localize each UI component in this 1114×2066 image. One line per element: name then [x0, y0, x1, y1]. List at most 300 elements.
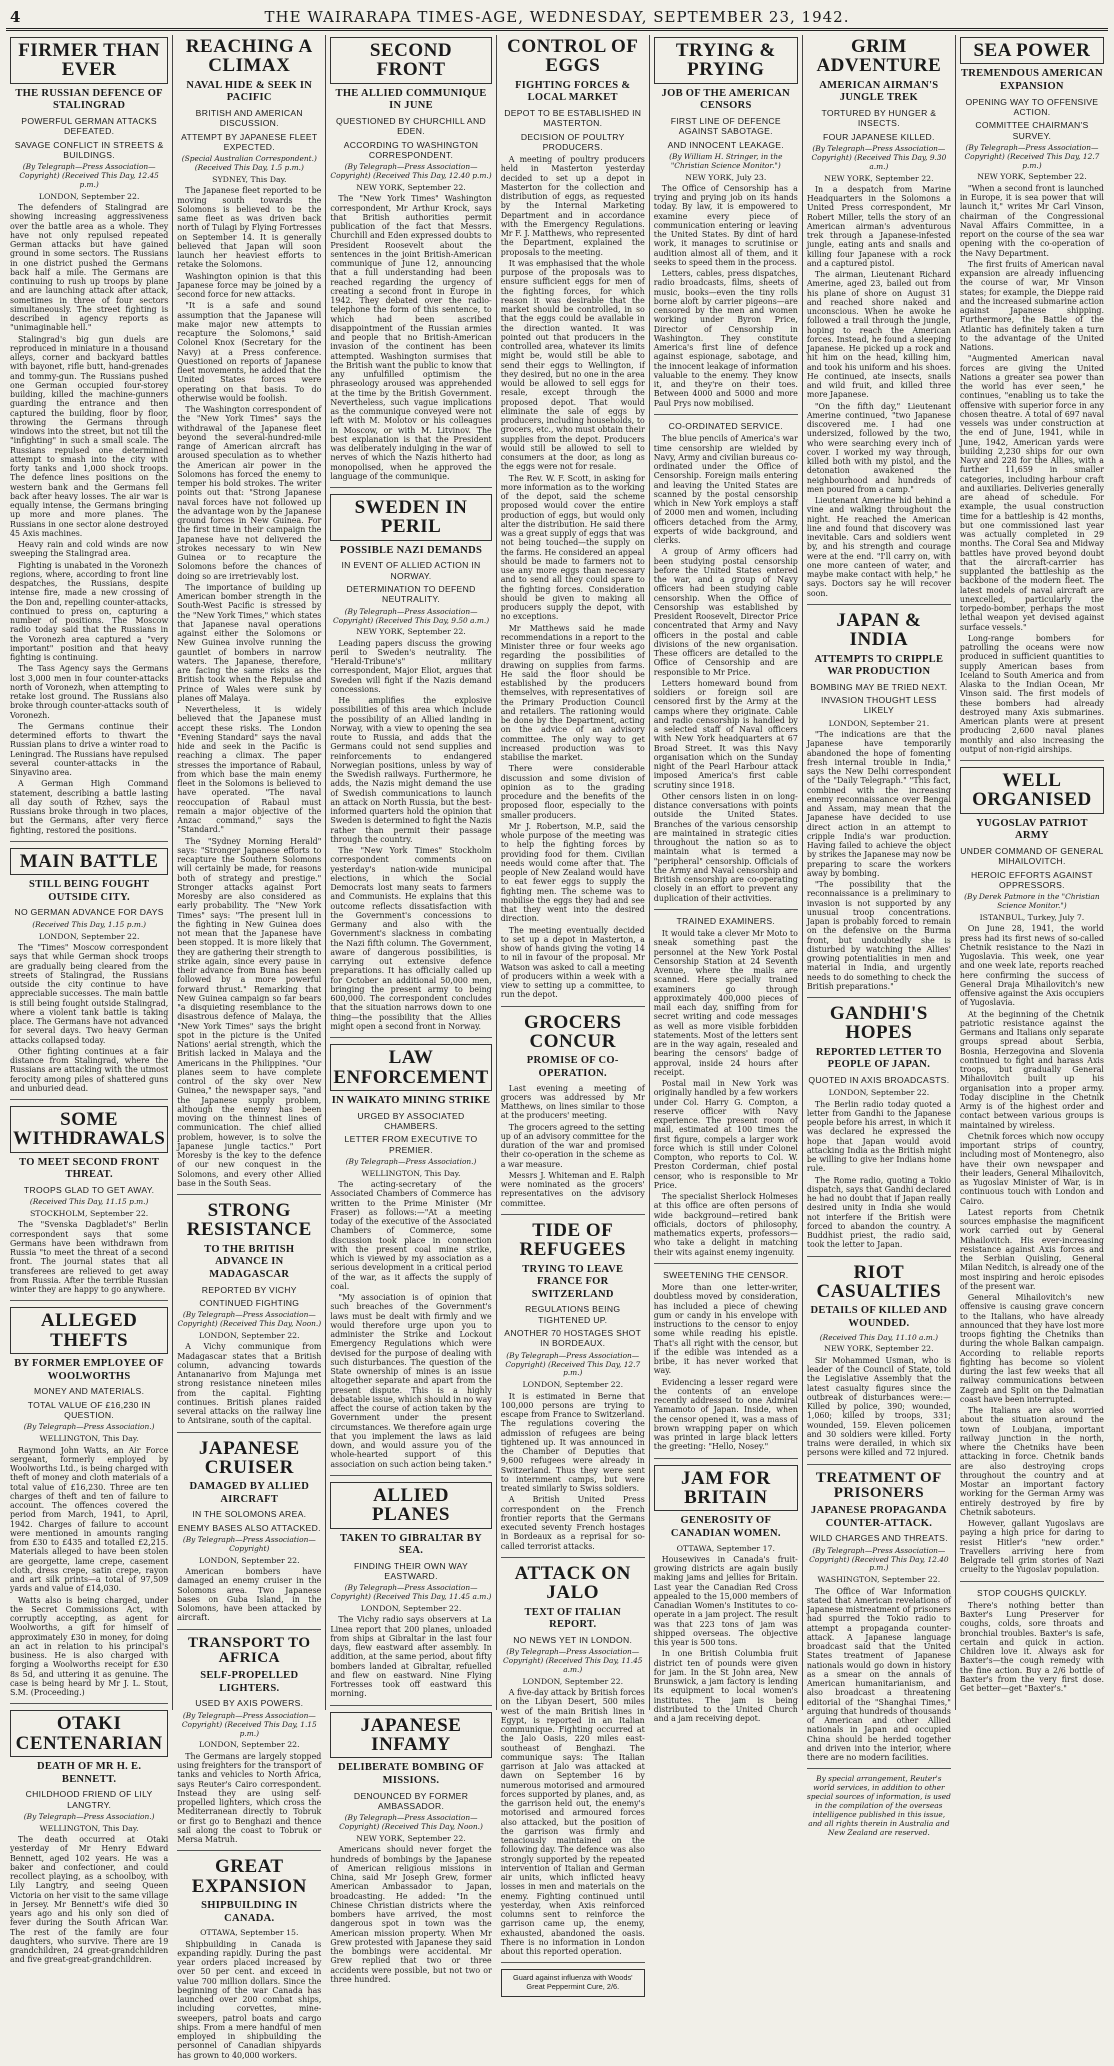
- wire-credit: (By Telegraph—Press Association.): [345, 1156, 477, 1166]
- article-body: [807, 730, 951, 991]
- article: [501, 1013, 645, 1215]
- wire-credit: (Received This Day, 11.15 p.m.): [29, 1197, 149, 1207]
- article-body: [807, 1356, 951, 1458]
- paragraph: The acting-secretary of the Associated Chambers of Commerce has written to the Prime Minister (Mr Fraser) as follows:—"At a meeting today of the executive of the Associated Chambers of Commerce, some discussion took place in connection with the present coal mine strike, which is viewed by my association as a serious development in a critical period of the war, as it affects the supply of coal.: [330, 1180, 492, 1291]
- paragraph: "My association is of opinion that such breaches of the Government's laws must be dealt with firmly and we would therefore urge upon you to administer the Strike and Lockout Emergency Regulations which were devised for the purpose of dealing with such disturbances. The question of the State ownership of mines is an issue altogether separate and apart from the present dispute. This is a highly debatable issue, which should in no way affect the course of action taken by the Government under the present circumstances. We therefore again urge that you implement the laws as laid down, and would assure you of the whole-hearted support of this association on such action being taken.": [330, 1293, 492, 1469]
- paragraph: Letters homeward bound from soldiers or foreign soil are censored first by the Army at the camps where they originate. Cable and radio censorship is handled by a selected staff of Naval officers with New York headquarters at 67 Broad Street. It was this Navy organisation which on the Sunday night of the Pearl Harbour attack imposed America's first cable scrutiny since 1918.: [653, 678, 798, 790]
- article-subheading: POSSIBLE NAZI DEMANDS: [339, 544, 483, 556]
- paragraph: Sir Mohammed Usman, who is leader of the Council of State, told the Legislative Assembly that the latest casualty figures since the outbreak of disturbances were:—Killed by police, 390; wounded, 1,060; killed by troops, 331; wounded, 159. Eleven policemen and 30 soldiers were killed. Forty trains were derailed, in which six persons were killed and 72 injured.: [806, 1355, 951, 1458]
- article-subheading: QUOTED IN AXIS BROADCASTS.: [808, 1075, 950, 1085]
- paragraph: Washington opinion is that this Japanese force may be joined by a second force for new attacks.: [177, 271, 322, 300]
- dateline: NEW YORK, September 22.: [356, 182, 466, 192]
- paragraph: Housewives in Canada's fruit-growing districts are again busily making jams and jellies for Britain. Last year the Canadian Red Cross appealed to the 15,000 members of Canadian Women's Institutes to co-operate in a jam project. The result was that 223 tons of jam was shipped overseas. The objective this year is 500 tons.: [653, 1554, 798, 1648]
- paragraph: The Office of Censorship has a trying and prying job on its hands today. By law, it is empowered to examine every piece of communication entering or leaving the United States. By dint of hard work, it manages to scrutinise or audition almost all of them, and it seeks to speed them in the process.: [653, 183, 798, 267]
- paragraph: The blue pencils of America's war time censorship are wielded by Navy, Army and civilian bureaus co-ordinated under the Office of Censorship. Foreign mails entering and leaving the United States are scanned by the postal censorship which in New York employs a staff of 2000 men and women, including officers detached from the Army, experts of wide background, and clerks.: [653, 434, 798, 546]
- article-subheading: PROMISE OF CO-OPERATION.: [526, 1055, 619, 1080]
- article-headline: SOME WITHDRAWALS: [10, 1106, 168, 1153]
- article-subheading: AND INNOCENT LEAKAGE.: [667, 139, 785, 150]
- article-body: [330, 194, 491, 481]
- article-subheading: STOP COUGHS QUICKLY.: [976, 1587, 1087, 1598]
- footnote: By special arrangement, Reuter's world services, in addition to other special sources of information, is used in the compilation of the overseas intelligence published in this issue, and all rights therein in Australia and New Zealand are reserved.: [806, 1774, 951, 1837]
- article-headline: FIRMER THAN EVER: [10, 37, 168, 84]
- article: [654, 37, 798, 415]
- news-column: [803, 35, 956, 1837]
- paragraph: Latest reports from Chetnik sources emphasise the magnificent work carried out by General Mihailovitch. His ever-increasing resistance against Axis forces and the Serbian Quisling, General Milan Neditch, is already one of the most inspiring and heroic episodes of the present war.: [959, 1207, 1104, 1291]
- paragraph: "It is a safe and sound assumption that the Japanese will make major new attempts to recapture the Solomons," said Colonel Knox (Secretary for the Navy) at a Press conference. Questioned on reports of Japanese fleet movements, he added that the United States forces were operating on that basis. To do otherwise would be foolish.: [177, 301, 322, 403]
- article-headline: RIOT CASUALTIES: [816, 1261, 942, 1303]
- article-subheading: QUESTIONED BY CHURCHILL AND EDEN.: [336, 115, 486, 137]
- article-headline: WELL ORGANISED: [960, 767, 1104, 814]
- article-subheading: DEPOT TO BE ESTABLISHED IN MASTERTON.: [504, 107, 642, 129]
- ad-text: Guard against influenza with Woods' Great Peppermint Cure, 2/6.: [512, 1973, 633, 1992]
- article: [501, 1221, 645, 1558]
- article-body: [330, 1180, 491, 1469]
- article-subheading: SHIPBUILDING IN CANADA.: [201, 1900, 298, 1924]
- article-subheading: NO GERMAN ADVANCE FOR DAYS: [14, 907, 164, 918]
- article-body: [177, 1940, 321, 2060]
- dateline: LONDON, September 22.: [828, 1088, 930, 1098]
- dateline: LONDON, September 22.: [360, 1604, 462, 1614]
- article-subheading: TOTAL VALUE OF £16,230 IN QUESTION.: [27, 1399, 151, 1421]
- news-column: [173, 35, 326, 2060]
- paragraph: Postal mail in New York was originally handled by a few workers under Col. Harry G. Compton, a reserve officer with Navy experience. The present room of mail, estimated at 100 times the first figure, compels a larger work force which is still under Colonel Compton, who reports to Col. W. Preston Corderman, chief postal censor, who is responsible to Mr Price.: [653, 1079, 798, 1190]
- article-headline: GANDHI'S HOPES: [829, 1003, 928, 1044]
- news-column: [956, 35, 1108, 1710]
- paragraph: The "Sydney Morning Herald" says: "Stronger Japanese efforts to recapture the Southern Solomons will certainly be made, for reasons both of strategy and prestige." Stronger attacks against Port Moresby are also considered as early probability. The "New York Times" says: "The present lull in the fighting in New Guinea does not mean that the Japanese have been stopped. It is more likely that they are gathering their strength to strike again, since every pause in their advance from Buna has been followed by a more powerful forward thrust." Remarking that New Guinea campaign so far bears "a disquieting resemblance to the disastrous defence of Malaya, the "New York Times" says the bright spot in the picture is the United Nations' aerial strength, which the British lacked in Malaya and the Americans in the Philippines. "Our planes seem to have complete control of the sky over New Guinea," the newspaper says, "and the Japanese supply problem, although the enemy has been moving on the thinnest lines of communication. The chief allied problem, however, is to solve the Japanese jungle tactics." Port Moresby is the key to the defence of our new conquest in the Solomons, and every other Allied base in the South Seas.: [177, 836, 322, 1188]
- article-subheading: SELF-PROPELLED LIGHTERS.: [200, 1670, 299, 1694]
- article-headline: SECOND FRONT: [330, 37, 491, 84]
- article: [807, 37, 951, 605]
- article-subheading: NAVAL HIDE & SEEK IN PACIFIC: [186, 79, 313, 104]
- article-subheading: ANOTHER 70 HOSTAGES SHOT IN BORDEAUX.: [504, 1328, 642, 1349]
- article-body: [807, 185, 951, 598]
- paragraph: Other censors listen in on long-distance conversations with points outside the United States. Branches of the various censorship are maintained in strategic cities throughout the nation so as to maintain what is termed a "peripheral" censorship. Officials of the Army and Naval censorship and British censorship are co-operating closely in an effort to prevent any duplication of their activities.: [653, 791, 798, 903]
- article-subheading: BRITISH AND AMERICAN DISCUSSION.: [195, 107, 303, 129]
- article-subheading: URGED BY ASSOCIATED CHAMBERS.: [357, 1110, 465, 1131]
- article: [330, 1712, 491, 1990]
- paragraph: Watts also is being charged, under the Secret Commissions Act, with corruptly accepting, as agent for Woolworths, a gift for himself of approximately £30 in money, for doing an act in relation to his principal's business. He is also charged with forging a Woolworths receipt for £30 8s 5d, and uttering it as genuine. The case is being heard by Mr J. L. Stout, S.M. (Proceeding.): [10, 1595, 169, 1698]
- article-subheading: ATTEMPT BY JAPANESE FLEET EXPECTED.: [181, 131, 318, 152]
- article-subheading: THE RUSSIAN DEFENCE OF STALINGRAD: [15, 87, 163, 112]
- article-subheading: CONTINUED FIGHTING: [199, 1297, 300, 1308]
- article-body: [10, 1446, 168, 1698]
- paragraph: A group of Army officers had been studying postal censorship before the United States entered the war, and a group of Navy officers had been studying cable censorship. When the Office of Censorship was established by President Roosevelt, Director Price concentrated that Army and Navy officers in the postal and cable divisions of the new organisation. These officers are detailed to the Office of Censorship and are responsible to Mr Price.: [653, 547, 798, 677]
- article-subheading: DECISION OF POULTRY PRODUCERS.: [520, 131, 625, 152]
- article-body: [654, 434, 798, 903]
- article-subheading: TRYING TO LEAVE FRANCE FOR SWITZERLAND: [522, 1263, 624, 1300]
- article-body: [501, 1084, 645, 1208]
- article-subheading: SWEETENING THE CENSOR.: [663, 1269, 789, 1280]
- article-body: [10, 1835, 168, 1965]
- article: [330, 37, 491, 488]
- paragraph: The airman, Lieutenant Richard Amerine, aged 23, bailed out from his plane of shore on August 31 and reached shore naked and unconscious. When he awoke he followed a trail through the jungle, hoping to reach the American forces. Instead, he found a sleeping Japanese. He picked up a rock and hit him on the head, killing him, and took his uniform and his shoes. He continued, ate insects, snails and wild fruit, and killed three more Japanese.: [806, 270, 951, 400]
- article-headline: TIDE OF REFUGEES: [519, 1219, 626, 1261]
- article-subheading: OPENING WAY TO OFFENSIVE ACTION.: [965, 96, 1099, 117]
- wire-credit: (By Telegraph—Press Association—Copyright) (Received This Day, 12.40 p.m.): [809, 1545, 949, 1573]
- article-body: [10, 203, 168, 835]
- paragraph: The Germans continue their determined efforts to thwart the Russian plans to drive a winter road to Leningrad. The Russians have repulsed several counter-attacks in the Sinyavino area.: [10, 721, 169, 778]
- article: [177, 1857, 321, 2066]
- paragraph: The grocers agreed to the setting up of an advisory committee for the duration of the war and promised their co-operation in the scheme as a war measure.: [500, 1122, 645, 1169]
- dateline: OTTAWA, September 15.: [200, 1928, 299, 1938]
- article-subheading: IN WAIKATO MINING STRIKE: [331, 1094, 491, 1106]
- article-subheading: TAKEN TO GIBRALTAR BY SEA.: [340, 1532, 482, 1557]
- article: [10, 1710, 168, 1970]
- dateline: NEW YORK, September 22.: [824, 1344, 934, 1354]
- paragraph: A meeting of poultry producers held in Masterton yesterday decided to set up a depot in Masterton for the collection and distribution of eggs, as requested by the Internal Marketing Department and in accordance with the Emergency Regulations. Mr F. J. Matthews, who represented the Department, explained the proposals to the meeting.: [500, 155, 645, 257]
- paragraph: Other fighting continues at a fair distance from Stalingrad, where the Russians are attacking with the utmost ferocity among piles of shattered guns and unburied dead.: [10, 1046, 169, 1093]
- paragraph: Chetnik forces which now occupy important strips of country, including most of Montenegro, also have their own newspaper and their leaders, General Mihailovitch, as Yugoslav Minister of War, is in continuous touch with London and Cairo.: [959, 1131, 1104, 1206]
- article-subheading: FIRST LINE OF DEFENCE AGAINST SABOTAGE.: [670, 115, 781, 137]
- article-subheading: DEATH OF MR H. E. BENNETT.: [37, 1761, 142, 1785]
- paragraph: There's nothing better than Baxter's Lung Preserver for coughs, colds, sore throats and bronchial troubles. Baxter's is safe, certain and quick in action. Children love it. Always ask for Baxter's—the cough remedy with the fine action. Buy a 2/6 bottle of Baxter's from the very first dose. Get better—get "Baxter's.": [959, 1600, 1104, 1694]
- paragraph: The Washington correspondent of the "New York Times" says the withdrawal of the Japanese fleet beyond the several-hundred-mile range of American aircraft has aroused speculation as to whether the American air power in the Solomons has forced the enemy to temper his bold strokes. The writer points out that: "Strong Japanese naval forces have not followed up the advantage won by the Japanese ground forces in New Guinea. For the first time in their campaign the Japanese have not delivered the strokes necessary to win New Guinea or to recapture the Solomons before the chances of doing so are irretrievably lost.: [177, 405, 322, 581]
- paragraph: The "Svenska Dagbladet's" Berlin correspondent says that some Germans have been withdrawn from Russia "to meet the threat of a second front. The journal states that all transferees are relieved to get away from Russia. After the terrible Russian winter they are happy to go anywhere.: [10, 1220, 169, 1295]
- article-subheading: IN EVENT OF ALLIED ACTION IN NORWAY.: [341, 560, 481, 581]
- article: [654, 1270, 798, 1459]
- article-subheading: JAPANESE PROPAGANDA COUNTER-ATTACK.: [811, 1505, 947, 1529]
- article-headline: TRYING & PRYING: [654, 37, 798, 84]
- article-body: [807, 1100, 951, 1250]
- paragraph: Stalingrad's big gun duels are reproduced in miniature in a thousand alleys, corner and backyard battles with bayonet, rifle butt, hand-grenades and tommy-gun. The Russians pushed one German occupied four-storey building, killed the machine-gunners guarding the entrance and then captured the building, floor by floor, throwing the Germans through windows into the street, but not till the "infighting" in such a small scale. The Russians repulsed one determined attempt to smash into the city with forty tanks and 1,000 shock troops. The defence lines positions on the western bank and the Germans fell back after heavy losses. The air war is equally intense, the Germans bringing up more and more planes. The Russians in one sector alone destroyed 45 Axis machines.: [10, 334, 169, 538]
- article: [807, 1263, 951, 1465]
- page-number: 4: [10, 8, 21, 26]
- article-subheading: FIGHTING FORCES & LOCAL MARKET: [515, 79, 631, 104]
- paragraph: Messrs J. Whiteman and E. Ralph were nominated as the grocers' representatives on the advisory committee.: [500, 1170, 645, 1208]
- paragraph: A British United Press correspondent on the French frontier reports that the Germans executed seventy French hostages in Bordeaux as a reprisal for so-called terrorist attacks.: [500, 1495, 645, 1551]
- article-headline: CONTROL OF EGGS: [507, 36, 639, 77]
- article-subheading: TEXT OF ITALIAN REPORT.: [524, 1606, 621, 1631]
- article-headline: LAW ENFORCEMENT: [330, 1044, 491, 1091]
- newspaper-title: THE WAIRARAPA TIMES-AGE, WEDNESDAY, SEPTEMBER 23, 1942.: [264, 8, 850, 26]
- article-body: [960, 924, 1104, 1574]
- article-subheading: FINDING THEIR OWN WAY EASTWARD.: [354, 1560, 469, 1582]
- article-subheading: TROOPS GLAD TO GET AWAY.: [23, 1184, 155, 1195]
- paragraph: The Italians are also worried about the situation around the town of Loubjana, important railway junction in the north, where the Chetniks have been attacking in force. Chetnik bands are also destroying crops throughout the country and at Mostar an important factory working for the German Army was entirely destroyed by fire by Chetnik saboteurs.: [959, 1406, 1104, 1517]
- dateline: LONDON, September 22.: [198, 1330, 300, 1340]
- article-headline: GRIM ADVENTURE: [816, 36, 942, 77]
- article-subheading: THE ALLIED COMMUNIQUE IN JUNE: [335, 87, 487, 112]
- article-headline: OTAKI CENTENARIAN: [10, 1710, 168, 1757]
- article-subheading: STILL BEING FOUGHT OUTSIDE CITY.: [28, 879, 150, 903]
- article-headline: JAPAN & INDIA: [836, 609, 922, 651]
- dateline: STOCKHOLM, September 22.: [29, 1209, 149, 1219]
- wire-credit: (By Telegraph—Press Association—Copyright) (Received This Day, 11.45 a.m.): [330, 1583, 492, 1602]
- article: [10, 848, 168, 1100]
- article: [177, 1201, 321, 1433]
- wire-credit: (By Telegraph—Press Association.): [23, 1811, 155, 1821]
- wire-credit: (By Derek Patmore in the "Christian Science Monitor."): [964, 892, 1100, 911]
- paragraph: The death occurred at Otaki yesterday of Mr Henry Edward Bennett, aged 102 years. He was a baker and confectioner, and could recollect playing, as a schoolboy, with Lily Langtry, and seeing Queen Victoria on her visit to the same village in Jersey. Mr Bennett's wife died 30 years ago and his only son died of fever during the South African War. The rest of the family are four daughters, who survive. There are 19 grandchildren, 24 great-grandchildren and five great-great-grandchildren.: [10, 1835, 169, 1965]
- paragraph: Last evening a meeting of grocers was addressed by Mr Matthews, on lines similar to those at the producers' meeting.: [500, 1083, 645, 1121]
- article: [330, 1482, 491, 1706]
- news-column: [326, 35, 496, 1984]
- wire-credit: (By Telegraph—Press Association—Copyright) (Received This Day, 12.7 p.m.): [505, 1350, 641, 1378]
- news-column: [497, 35, 650, 1992]
- article-subheading: DENOUNCED BY FORMER AMBASSADOR.: [353, 1790, 469, 1811]
- wire-credit: (By William H. Stringer, in the "Christian Science Monitor."): [669, 151, 783, 170]
- article-subheading: ATTEMPTS TO CRIPPLE WAR PRODUCTION: [814, 653, 944, 678]
- paragraph: He amplifies the explosive possibilities of this area which include the possibility of an Allied landing in Norway, with a view to opening the sea route to Russia, and adds that the Germans could not send supplies and reinforcements to endangered Norwegian positions, unless by way of the Swedish railways. Furthermore, he adds, the Nazis might demand the use of Swedish communications to launch an attack on North Russia, but the best-informed quarters hold the opinion that Sweden is determined to fight the Nazis rather than permit their passage through the country.: [330, 696, 492, 844]
- article-body: [654, 1555, 798, 1724]
- article-headline: TRANSPORT TO AFRICA: [187, 1634, 311, 1666]
- paragraph: The defenders of Stalingrad are showing increasing aggressiveness over the battle area as a whole. They have not only repulsed repeated German attacks but have gained ground in some sectors. The Russians in one district pushed the Germans back half a mile. The Germans are continuing to rush up troops by plane and are launching attack after attack, sometimes in three of four sectors simultaneously. The street fighting is described in agency reports as "unimaginable hell.": [10, 203, 169, 333]
- article-subheading: HEROIC EFFORTS AGAINST OPPRESSORS.: [970, 869, 1093, 890]
- paragraph: The meeting eventually decided to set up a depot in Masterton, a show of hands giving the voting 14 to nil in favour of the proposal. Mr Watson was asked to call a meeting of producers within a week with a view to setting up a committee, to run the depot.: [500, 925, 645, 1000]
- paragraph: "Augmented American naval forces are giving the United Nations a greater sea power than the world has ever seen," he continues, "enabling us to take the offensive with superior force in any chosen theatre. A total of 697 naval vessels was under construction at the end of June, 1941, while in June, 1942, American yards were building 2,230 ships for our own Navy and 228 for the Allies, with a further 11,659 in smaller categories, including harbour craft and auxiliaries. Deliveries generally are ahead of schedule. For example, the usual construction time for a battleship is 42 months, but one commissioned last year was actually completed in 29 months. The Coral Sea and Midway battles have proved beyond doubt that the aircraft-carrier has supplanted the battleship as the backbone of the modern fleet. The latest models of naval aircraft are unexcelled, particularly the torpedo-bomber, perhaps the most lethal weapon yet devised against surface vessels.": [959, 354, 1104, 632]
- paragraph: Mr J. Robertson, M.P., said the whole purpose of the meeting was to help the fighting forces by providing food for them. Civilian needs would come after that. The people of New Zealand would have to eat fewer eggs to supply the fighting men. The scheme was to mobilise the eggs they had and see that they went into the desired direction.: [500, 821, 645, 924]
- paragraph: American bombers have damaged an enemy cruiser in the Solomons area. Two Japanese bases on Guba Island, in the Solomons, have been attacked by aircraft.: [177, 1567, 322, 1623]
- wire-credit: (By Telegraph—Press Association—Copyright) (Received This Day, 9.50 a.m.): [332, 606, 490, 625]
- article: [10, 1106, 168, 1301]
- article-headline: STRONG RESISTANCE: [186, 1200, 312, 1241]
- paragraph: It was emphasised that the whole purpose of the proposals was to ensure sufficient eggs for men of the fighting forces, for which reason it was desirable that the market should be controlled, in so that the eggs could be available in the direction wanted. It was pointed out that producers in the controlled area, whatever its limits might be, would still be able to send their eggs to Wellington, if they desired, but no one in the area would be allowed to sell eggs for resale, except through the proposed depot. That would eliminate the sale of eggs by producers, including households, to grocers, etc., who must obtain their supplies from the depot. Producers would still be allowed to sell to consumers at the door, as long as the eggs were not for resale.: [500, 258, 645, 472]
- paragraph: The Berlin radio today quoted a letter from Gandhi to the Japanese people before his arrest, in which it was declared he expressed the hope that Japan would avoid attacking India as the British might be willing to give her Indians home rule.: [806, 1099, 951, 1174]
- article-headline: ATTACK ON JALO: [514, 1562, 631, 1604]
- article-subheading: YUGOSLAV PATRIOT ARMY: [976, 817, 1088, 842]
- paragraph: At the beginning of the Chetnik patriotic resistance against the Germans and Italians only separate groups spread about Serbia, Bosnia, Herzegovina and Slovenia continued to fight and harass Axis troops, but gradually General Mihailovitch built up his organisation into a proper army. Today discipline in the Chetnik Army is of the highest order and contact between various groups is maintained by wireless.: [959, 1009, 1104, 1130]
- article: [654, 1465, 798, 1730]
- article-subheading: LETTER FROM EXECUTIVE TO PREMIER.: [344, 1134, 478, 1155]
- news-column: [650, 35, 803, 1724]
- article-body: [10, 1220, 168, 1294]
- paragraph: On June 28, 1941, the world press had its first news of so-called Chetnik resistance to the Nazi in Yugoslavia. This week, one year and one week late, reports reached here confirming the success of General Draja Mihailovitch's new offensive against the Axis occupiers of Yugoslavia.: [959, 924, 1104, 1008]
- dateline: NEW YORK, September 22.: [356, 1834, 466, 1843]
- article-subheading: INVASION THOUGHT LESS LIKELY: [821, 695, 937, 716]
- article-body: [330, 1615, 491, 1698]
- masthead: [6, 6, 1108, 31]
- article-headline: GREAT EXPANSION: [191, 1856, 307, 1897]
- wire-credit: (Received This Day, 11.10 a.m.): [819, 1332, 938, 1342]
- article-subheading: FOUR JAPANESE KILLED.: [823, 131, 935, 142]
- article-subheading: DETAILS OF KILLED AND WOUNDED.: [810, 1305, 948, 1329]
- article-subheading: REPORTED LETTER TO PEOPLE OF JAPAN.: [815, 1046, 942, 1071]
- article: [10, 1307, 168, 1704]
- dateline: ISTANBUL, Turkey, July 7.: [979, 912, 1085, 922]
- article-headline: ALLIED PLANES: [330, 1482, 491, 1529]
- paragraph: The "New York Times" Stockholm correspondent comments on yesterday's nation-wide municipal elections, in which the Social Democrats lost many seats to farmers and Communists. He explains that this outcome reflects dissatisfaction with the Government's concessions to Germany and also with the Government's slackness in combating the Nazi fifth column. The Government, aware of dangerous possibilities, is carrying out extensive defence preparations. It has officially called up for October an additional 50,000 men, bringing the present army to being 600,000. The correspondent concludes that the situation narrows down to one thing—the possibility that the Allies might open a second front in Norway.: [330, 846, 492, 1031]
- article-body: [177, 186, 321, 1188]
- paragraph: The Japanese fleet reported to be moving south towards the Solomons is believed to be the same fleet as was driven back north of Tulagi by Flying Fortresses on September 14. It is generally believed that Japan will soon launch her heaviest efforts to retake the Solomons.: [177, 186, 322, 270]
- news-column: [6, 35, 173, 1965]
- paragraph: Letters, cables, press dispatches, radio broadcasts, films, sheets of music, books—even the tiny rolls borne aloft by carrier pigeons—are censored by the men and women working under Byron Price, Director of Censorship in Washington. They constitute America's first line of defence against espionage, sabotage, and the innocent leakage of information valuable to the enemy. They know it, and they're on their toes. Between 4000 and 5000 and more Paul Prys now mobilised.: [653, 269, 798, 408]
- article-subheading: DAMAGED BY ALLIED AIRCRAFT: [189, 1481, 310, 1505]
- article-subheading: DELIBERATE BOMBING OF MISSIONS.: [337, 1762, 485, 1787]
- article: [654, 916, 798, 1264]
- article: [177, 1636, 321, 1852]
- paragraph: Long-range bombers for patrolling the oceans were now produced in sufficient quantities to supply American bases from Iceland to South America and from Alaska to the Indian Ocean, Mr Vinson said. The first models of these bombers had already destroyed many Axis submarines. American plants were at present producing 2,600 naval planes monthly and also increasing the output of non-rigid airships.: [959, 633, 1104, 754]
- paragraph: "The possibility that the reconnaissance is a preliminary to invasion is not supported by any unusual troop concentrations. Japan is probably forced to remain on the defensive on the Burma front, but undoubtedly she is disturbed by watching the Allies' growing potentialities in men and material in India, and urgently needs to do something to check the British preparations.": [806, 880, 951, 991]
- article-subheading: JOB OF THE AMERICAN CENSORS: [661, 87, 791, 112]
- wire-credit: (By Telegraph—Press Association—Copyright) (Received This Day, 12.7 p.m.): [964, 142, 1100, 170]
- article: [501, 1564, 645, 1963]
- dateline: LONDON, September 22.: [198, 1555, 300, 1565]
- article-subheading: REGULATIONS BEING TIGHTENED UP.: [525, 1304, 621, 1325]
- article-body: [501, 155, 645, 1000]
- article: [10, 37, 168, 842]
- article-subheading: TORTURED BY HUNGER & INSECTS.: [821, 107, 937, 129]
- advertisement: [501, 1969, 645, 1997]
- paragraph: The "New York Times" Washington correspondent, Mr Arthur Krock, says that British authorities permit publication of the fact that Messrs. Churchill and Eden expressed doubts to President Roosevelt about the sentences in the joint British-American communique of June 12, announcing that a full understanding had been reached regarding the urgency of creating a second front in Europe in 1942. They debated over the radio-telephone the form of this sentence, to which had been ascribed disappointment of the Russian armies and people that no British-American invasion of the continent has been attempted. Washington surmises that the British want the public to know that any unfulfilled optimism the phraseology aroused was apprehended at the time by the British Government. Nevertheless, such vague implications as the communique conveyed were not left with M. Molotov or his colleagues in Moscow, or with M. Litvinov. The best explanation is that the President was deliberately indulging in the war of nerves of which the Nazis hitherto had monopolised, when he approved the language of the communique.: [330, 194, 492, 481]
- article-subheading: ENEMY BASES ALSO ATTACKED.: [177, 1522, 321, 1533]
- paragraph: Leading papers discuss the growing peril to Sweden's neutrality. The "Herald-Tribune's" military correspondent, Major Eliot, argues that Sweden will fight if the Nazis demand concessions.: [330, 638, 492, 694]
- dateline: SYDNEY, This Day.: [212, 174, 287, 184]
- article-headline: SWEDEN IN PERIL: [330, 494, 491, 541]
- article-headline: MAIN BATTLE: [10, 848, 168, 875]
- article-body: [330, 1845, 491, 1984]
- article-subheading: REPORTED BY VICHY: [201, 1284, 297, 1295]
- article: [807, 1004, 951, 1257]
- wire-credit: (By Telegraph—Press Association—Copyright) (Received This Day, 12.45 p.m.): [19, 162, 159, 189]
- article-body: [330, 639, 491, 1032]
- dateline: NEW YORK, September 22.: [977, 172, 1087, 182]
- article-body: [177, 1567, 321, 1623]
- article-subheading: TO MEET SECOND FRONT THREAT.: [19, 1156, 160, 1181]
- dateline: LONDON, September 22.: [38, 191, 140, 201]
- dateline: LONDON, September 22.: [522, 1676, 624, 1686]
- article-subheading: NO NEWS YET IN LONDON.: [513, 1634, 633, 1645]
- dateline: LONDON, September 21.: [828, 718, 930, 728]
- article-subheading: AMERICAN AIRMAN'S JUNGLE TREK: [819, 79, 939, 104]
- article: [960, 767, 1104, 1582]
- paragraph: It would take a clever Mr Moto to sneak something past the personnel at the New York Postal Censorship Station at 24 Seventh Avenue, where the mails are scanned. Here specially trained examiners go through approximately 400,000 pieces of mail each day, sniffing from for secret writing and code messages as well as more visible forbidden statements. Most of the letters sent are in the way again, resealed and bearing the censors' badge of approval, inside 24 hours after receipt.: [653, 929, 798, 1077]
- article-headline: SEA POWER: [960, 37, 1104, 64]
- wire-credit: (By Telegraph—Press Association—Copyright) (Received This Day, 11.45 a.m.): [502, 1647, 643, 1674]
- paragraph: It is estimated in Berne that 100,000 persons are trying to escape from France to Switzerland. The regulations covering the admission of refugees are being tightened up. It was announced in the Chamber of Deputies that 9,600 refugees were already in Switzerland. Thus they were sent to internment camps, but were treated similarly to Swiss soldiers.: [500, 1391, 645, 1494]
- article-body: [177, 1752, 321, 1845]
- paragraph: Fighting is unabated in the Voronezh regions, where, according to front line despatches, the Russians, despite intense fire, made a new crossing of the Don and, repelling counter-attacks, continued to press on, capturing a number of positions. The Moscow radio today said that the Russians in the Voronezh area captured a "very important" position and that heavy fighting is continuing.: [10, 560, 169, 663]
- paragraph: Evidencing a lesser regard were the contents of an envelope recently addressed to one Admiral Yamamoto of Japan. Inside, when the censor opened it, was a mass of brown wrapping paper on which was printed in large black letters the greeting: "Hello, Nosey.": [653, 1377, 798, 1452]
- paragraph: "On the fifth day," Lieutenant Amerine continued, "two Japanese discovered me. I had one undersized, followed by the two, who were searching every inch of cover. I worked my way through, killed both with my pistol, and the detonation awakened the neighbourhood and hundreds of men poured from a camp.": [806, 401, 951, 494]
- paragraph: In one British Columbia fruit district ten of pounds were given for jam. In the St John area, New Brunswick, a jam factory is lending its equipment to local women's institutes. The jam is being distributed to the United Church and a jam receiving depot.: [653, 1649, 798, 1724]
- paragraph: A five-day attack by British forces on the Libyan Desert, 500 miles west of the main British lines in Egypt, is reported in an Italian communique. Fighting occurred at the Jalo Oasis, 220 miles east-southeast of Benghazi. The communique says: The Italian garrison at Jalo was attacked at dawn on September 16 by numerous motorised and armoured forces supported by planes, and, as the garrison held out, the enemy's motorised and armoured forces also attacked, but the position of the garrison was firmly and tenaciously maintained on the following day. The defence was also strongly supported by the repeated intervention of Italian and German air units, which inflicted heavy losses in men and materials on the enemy. Fighting continued until yesterday, when Axis reinforced columns sent to reinforce the garrison came up, the enemy, exhausted, abandoned the oasis. There is no information in London about this reported operation.: [500, 1688, 645, 1957]
- paragraph: A German High Command statement, describing a battle lasting all day south of Rzhev, says the Russians broke through in two places, but the Germans, after very fierce fighting, restored the positions.: [10, 779, 169, 835]
- article-subheading: USED BY AXIS POWERS.: [195, 1698, 304, 1709]
- wire-credit: (By Telegraph—Press Association—Copyright): [182, 1535, 316, 1553]
- paragraph: More than one letter-writer, doubtless moved by consideration, has included a piece of chewing gum or candy in his envelope with instructions to the censor to enjoy some while reading his epistle. That's all right with the censor, but if the edible was intended as a bribe, it has never worked that way.: [653, 1283, 798, 1376]
- paragraph: There were considerable discussion and some division of opinion as to the grading procedure and the benefits of the proposed floor, especially to the smaller producers.: [500, 764, 645, 820]
- article: [960, 37, 1104, 761]
- article-headline: ALLEGED THEFTS: [10, 1307, 168, 1354]
- article-headline: TREATMENT OF PRISONERS: [815, 1469, 942, 1501]
- article-subheading: DETERMINATION TO DEFEND NEUTRALITY.: [346, 584, 476, 605]
- dateline: LONDON, September 22.: [522, 1380, 624, 1390]
- paragraph: Lieutenant Amerine hid behind a vine and walking throughout the night. He reached the American line and found that discovery was inevitable. Cars and soldiers went by, and his strength and courage were at the end. "I'll carry on, with one more canteen of water, and maybe make contact with help," he says. Doctors say he will recover soon.: [806, 496, 951, 598]
- article: [330, 494, 491, 1038]
- dateline: LONDON, September 22.: [38, 931, 140, 941]
- article-subheading: BY FORMER EMPLOYEE OF WOOLWORTHS: [14, 1358, 164, 1382]
- columns: [6, 35, 1108, 2060]
- paragraph: The Rome radio, quoting a Tokio dispatch, says that Gandhi declared he had no doubt that if Japan really desired unity in India she would not interfere if the British were forced to abandon the country. A Buddhist priest, the radio said, took the letter to Japan.: [806, 1175, 951, 1250]
- article-body: [807, 1587, 951, 1763]
- article-body: [960, 184, 1104, 754]
- article-subheading: TREMENDOUS AMERICAN EXPANSION: [960, 68, 1103, 92]
- paragraph: The first fruits of American naval expansion are already influencing the course of war, Mr Vinson states; for example, the Dieppe raid and the increased submarine action against Japanese shipping. Furthermore, the Battle of the Atlantic has definitely taken a turn to the advantage of the United Nations.: [959, 259, 1104, 353]
- wire-credit: (Special Australian Correspondent.) (Received This Day, 1.5 p.m.): [181, 154, 317, 173]
- paragraph: However, gallant Yugoslavs are paying a high price for daring to resist Hitler's "new order." Travellers arriving here from Belgrade tell grim stories of Nazi cruelty to the Yugoslav population.: [959, 1519, 1104, 1575]
- article: [330, 1044, 491, 1476]
- paragraph: Americans should never forget the hundreds of bombings by the Japanese of American religious missions in China, said Mr Joseph Grew, former American Ambassador to Japan, broadcasting. He added: "In the Chinese Christian districts where the bombers have arrived, the most dangerous spot in town was the American mission property. When Mr Grew protested with Japanese they said the bombings were accidental. Mr Grew replied that two or three accidents were possible, but not two or three hundred.: [330, 1845, 492, 1984]
- dateline: LONDON, September 22.: [198, 1740, 300, 1750]
- article-subheading: TO THE BRITISH ADVANCE IN MADAGASCAR: [204, 1243, 295, 1280]
- article-subheading: CHILDHOOD FRIEND OF LILY LANGTRY.: [25, 1789, 153, 1810]
- article-body: [960, 1601, 1104, 1694]
- paragraph: Mr Matthews said he made recommendations in a report to the Minister three or four weeks ago regarding the possibilities of drawing on supplies from farms. He said the floor should be established by the producers themselves, with representatives of the Primary Production Council and retailers. The rationing would be done by the Department, acting on the advice of an advisory committee. The only way to get increased production was to stabilise the market.: [500, 623, 645, 763]
- dateline: OTTAWA, September 17.: [676, 1543, 775, 1553]
- article: [177, 1439, 321, 1630]
- paragraph: General Mihailovitch's new offensive is causing grave concern to the Italians, who have already announced that they have lost more troops fighting the Chetniks than during the whole Balkan campaign. According to reliable reports fighting has become so violent during the last few weeks that all railway communications between Zagreb and Split on the Dalmatian coast have been interrupted.: [959, 1293, 1104, 1404]
- article-subheading: UNDER COMMAND OF GENERAL MIHAILOVITCH.: [960, 845, 1104, 867]
- wire-credit: (By Telegraph—Press Association.): [23, 1422, 155, 1432]
- wire-credit: (By Telegraph—Press Association—Copyright) (Received This Day, 1.15 p.m.): [181, 1710, 317, 1738]
- article-body: [654, 929, 798, 1257]
- article-headline: REACHING A CLIMAX: [185, 36, 313, 77]
- dateline: NEW YORK, September 22.: [824, 173, 934, 183]
- article-subheading: WILD CHARGES AND THREATS.: [809, 1533, 948, 1544]
- wire-credit: (By Telegraph—Press Association—Copyright) (Received This Day, 12.40 p.m.): [330, 162, 492, 181]
- article-subheading: CO-ORDINATED SERVICE.: [668, 420, 783, 431]
- paragraph: Nevertheless, it is widely believed that the Japanese must accept these risks. The London "Evening Standard" says the naval hide and seek in the Pacific is reaching a climax. The paper stresses the importance of Rabaul, from which base the main enemy fleet in the Solomons is believed to have operated. "The naval reoccupation of Rabaul must remain a major objective of the Anzac command," says the "Standard.": [177, 705, 322, 835]
- article-body: [10, 943, 168, 1093]
- paragraph: Heavy rain and cold winds are now sweeping the Stalingrad area.: [10, 540, 169, 559]
- article-body: [501, 1392, 645, 1551]
- article: [960, 1588, 1104, 1700]
- wire-credit: (By Telegraph—Press Association—Copyright) (Received This Day, Noon.): [339, 1813, 483, 1832]
- dateline: WELLINGTON, This Day.: [39, 1434, 139, 1444]
- article-subheading: IN THE SOLOMONS AREA.: [192, 1509, 307, 1520]
- article-headline: JAPANESE CRUISER: [198, 1437, 300, 1478]
- paragraph: The Tass Agency says the Germans lost 3,000 men in four counter-attacks north of Voronezh, when attempting to retake lost ground. The Russians also broke through counter-attacks south of Voronezh.: [10, 664, 169, 720]
- paragraph: The specialist Sherlock Holmeses at this office are often persons of wide background—retired bank officials, doctors of philosophy, mathematics experts, professors—who take a delight in matching their wits against enemy ingenuity.: [653, 1192, 798, 1257]
- paragraph: "When a second front is launched in Europe, it is sea power that will launch it," writes Mr Carl Vinson, chairman of the Congressional Naval Affairs Committee, in a report on the course of the sea war opening with the co-operation of the Navy Department.: [959, 183, 1104, 258]
- article-headline: JAPANESE INFAMY: [330, 1712, 491, 1759]
- dateline: NEW YORK, September 22.: [356, 627, 466, 637]
- paragraph: Raymond John Watts, an Air Force sergeant, formerly employed by Woolworths Ltd., is being charged with theft of money and cloth materials of a total value of £16,230. Three are ten charges of theft and ten of failure to account. The offences covered the period from March, 1941, to April, 1942. Charges of failure to account were mentioned in amounts ranging from £30 to £435 and totalled £2,215. Materials alleged to have been stolen are georgette, lame crepe, casement cloth, dress crepe, satin crepe, rayon and art silk prints—a total of 97,509 yards and value of £14,030.: [10, 1445, 169, 1594]
- wire-credit: (By Telegraph—Press Association—Copyright) (Received This Day, 9.30 a.m.): [811, 143, 947, 171]
- paragraph: The Office of War Information stated that American revelations of Japanese mistreatment of prisoners had spurred the Tokio radio to attempt a propaganda counter-attack. A Japanese language broadcast said that the United States treatment of Japanese nationals would go down in history as a smear on the annals of American humanitarianism, and also broadcast a threatening editorial of the "Shanghai Times," arguing that hundreds of thousands of American and other Allied nationals in Japan and occupied China should be herded together and driven into the interior, where there are no modern facilities.: [806, 1586, 951, 1763]
- article-subheading: MONEY AND MATERIALS.: [34, 1386, 145, 1397]
- article-body: [177, 1342, 321, 1425]
- paragraph: The "Times" Moscow correspondent says that while German shock troops are gradually being cleared from the streets of Stalingrad, the Russians outside the city continue to have appreciable successes. The main battle is still being fought outside Stalingrad, where a violent tank battle is taking place. The Germans have not advanced for several days. Two heavy German attacks collapsed today.: [10, 943, 169, 1045]
- article-body: [654, 184, 798, 408]
- article: [501, 37, 645, 1007]
- article-headline: GROCERS CONCUR: [524, 1011, 622, 1053]
- dateline: WASHINGTON, September 22.: [817, 1575, 941, 1585]
- paragraph: In a despatch from Marine Headquarters in the Solomons a United Press correspondent, Mr Robert Miller, tells the story of an American airman's adventurous trek through a Japanese-infested jungle, eating ants and snails and killing four Japanese with a rock and a captured pistol.: [806, 184, 951, 268]
- paragraph: A Vichy communique from Madagascar states that a British column, advancing towards Antananarivo from Majunga met strong resistance nineteen miles from the capital. Fighting continues. British planes raided several attacks on the railway line to Antsirane, south of the capital.: [177, 1342, 322, 1426]
- paragraph: The Vichy radio says observers at La Linea report that 200 planes, unloaded from ships at Gibraltar in the last four days, flew eastward after assembly. In addition, at the same period, about fifty bombers landed at Gibraltar, refuelled and flew on eastward. Nine Flying Fortresses took off eastward this morning.: [330, 1615, 492, 1699]
- wire-credit: (Received This Day, 1.15 p.m.): [32, 919, 147, 929]
- paragraph: The importance of building up American bomber strength in the South-West Pacific is stressed by the "New York Times," which states that Japanese naval operations against either the Solomons or New Guinea involve running the gauntlet of bombers in narrow waters. The Japanese, therefore, are facing the same risks as the British took when the Repulse and Prince of Wales were sunk by planes off Malaya.: [177, 582, 322, 703]
- article: [807, 611, 951, 998]
- article-subheading: COMMITTEE CHAIRMAN'S SURVEY.: [975, 120, 1089, 141]
- paragraph: Shipbuilding in Canada is expanding rapidly. During the past year orders placed increased by over 50 per cent. and exceed in value 700 million dollars. Since the beginning of the war Canada has launched over 200 combat ships, including corvettes, mine-sweepers, patrol boats and cargo ships. From a mere handful of men employed in shipbuilding the personnel of Canadian shipyards has grown to 40,000 workers.: [177, 1939, 322, 2060]
- dateline: WELLINGTON, This Day.: [39, 1823, 139, 1833]
- paragraph: The Germans are largely stopped using freighters for the transport of tanks and vehicles to North Africa, says Reuter's Cairo correspondent. Instead they are using self-propelled lighters, which cross the Mediterranean directly to Tobruk or first go to Benghazi and thence sail along the coast to Tobruk or Mersa Matruh.: [177, 1751, 322, 1844]
- article-headline: JAM FOR BRITAIN: [654, 1465, 798, 1512]
- article-subheading: BOMBING MAY BE TRIED NEXT.: [810, 681, 948, 692]
- article: [807, 1471, 951, 1770]
- article-body: [501, 1688, 645, 1956]
- paragraph: "The indications are that the Japanese have temporarily abandoned the hope of fomenting fresh internal trouble in India," says the New Delhi correspondent of the "Daily Telegraph." "This fact, combined with the increasing enemy reconnaissance over Bengal and Assam, may mean that the Japanese have decided to use direct action in an attempt to cripple India's war production. Having failed to achieve the object by strikes the Japanese may now be preparing to scare the workers away by bombing.: [806, 730, 951, 878]
- article: [654, 421, 798, 910]
- dateline: NEW YORK, July 23.: [685, 172, 767, 182]
- article-subheading: SAVAGE CONFLICT IN STREETS & BUILDINGS.: [14, 139, 164, 160]
- article-subheading: ACCORDING TO WASHINGTON CORRESPONDENT.: [343, 139, 479, 160]
- paragraph: The Rev. W. F. Scott, in asking for more information as to the working of the depot, said the scheme proposed would cover the entire production of eggs, but would only alter the distribution. He said there was a great supply of eggs that was not being touched—the supply on the farms. He considered an appeal should be made to farmers not to use any more eggs than necessary and to send all they could spare to the fighting forces. Consideration should be given to making all producers supply the depot, with no exceptions.: [500, 473, 645, 622]
- article: [177, 37, 321, 1195]
- dateline: WELLINGTON, This Day.: [361, 1168, 461, 1178]
